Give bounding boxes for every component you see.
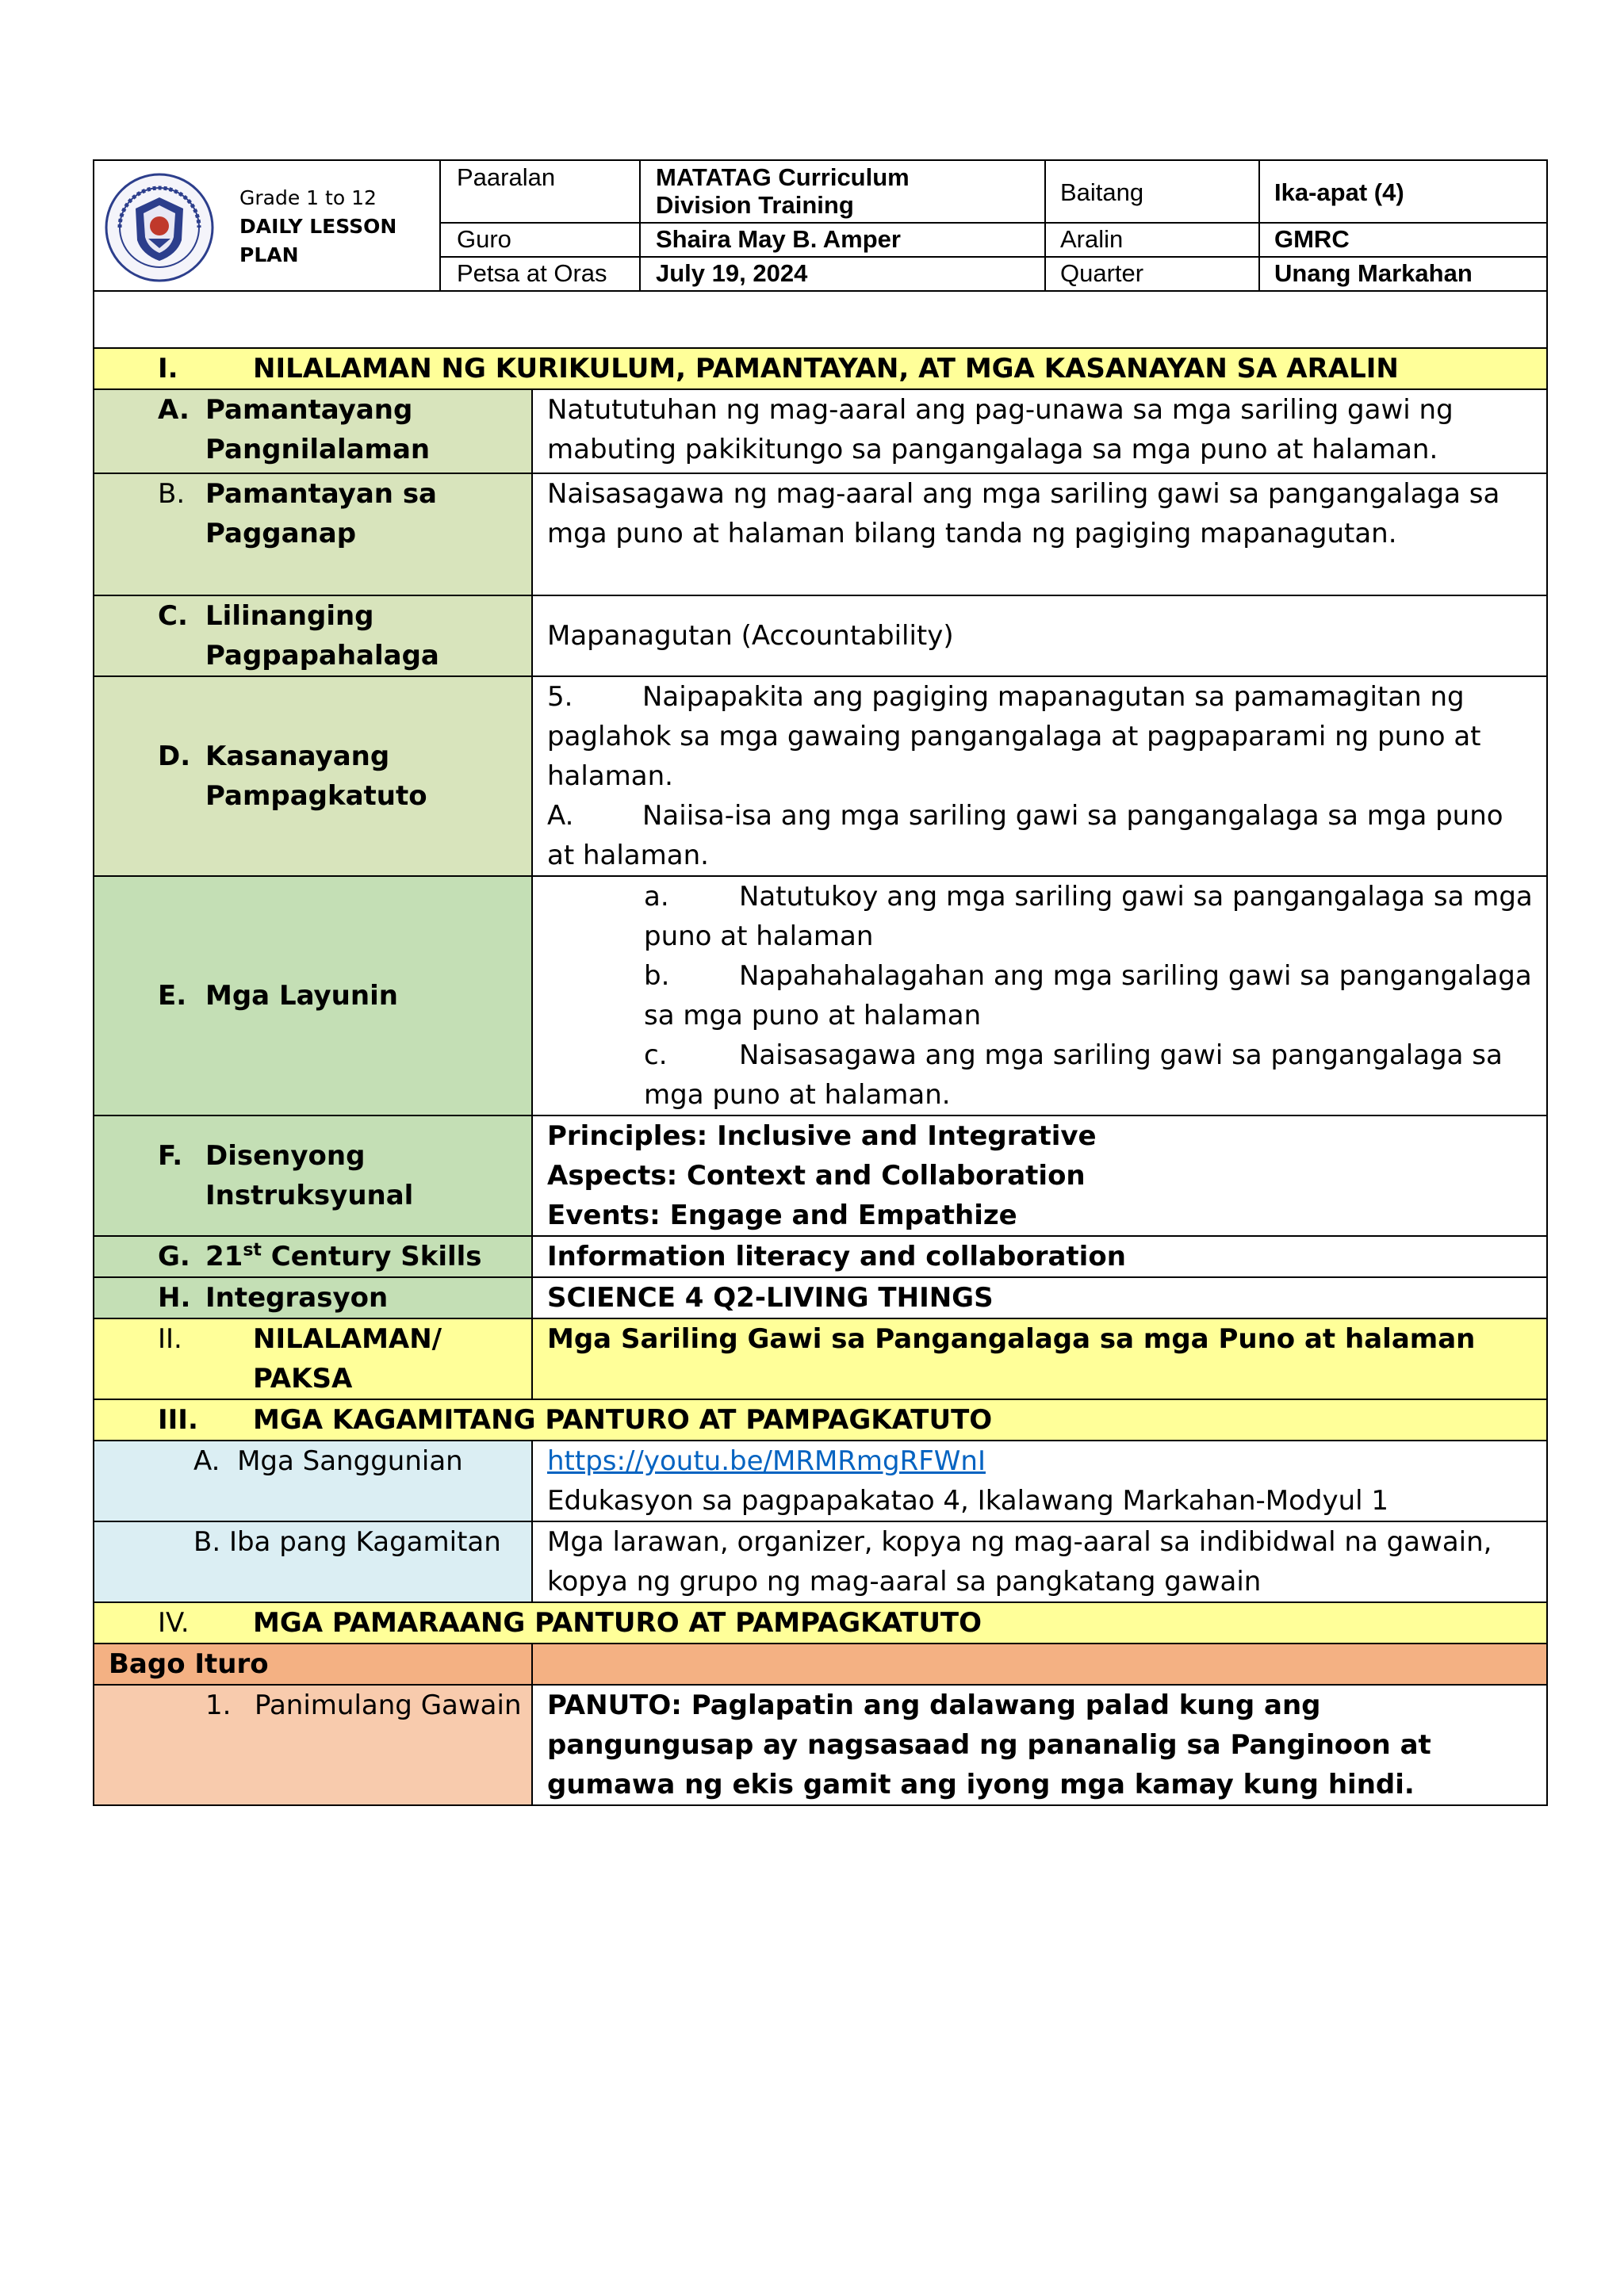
row-h-label-cell (94, 1277, 532, 1318)
reference-module-text: Edukasyon sa pagpapakatao 4, Ikalawang Markahan-Modyul 1 (547, 1485, 1389, 1517)
guro-value: Shaira May B. Amper (656, 225, 901, 253)
objective-c (533, 1035, 1546, 1115)
section-2-content-cell (532, 1318, 1547, 1399)
row-c-content-cell (532, 595, 1547, 676)
section-4-title-cell (94, 1602, 1547, 1644)
section-4-header (94, 1602, 1547, 1644)
section-marker: IV. (158, 1607, 190, 1639)
quarter-label: Quarter (1060, 259, 1144, 287)
row-a-content-cell (532, 389, 1547, 473)
row-d-label-1: Kasanayang (205, 740, 390, 772)
principles-line: Principles: Inclusive and Integrative (547, 1120, 1097, 1152)
section-1-title-cell (94, 348, 1547, 389)
spacer-row (94, 291, 1547, 348)
sanggunian-row (94, 1441, 1547, 1521)
header-divider (439, 161, 441, 290)
header-divider (441, 256, 1546, 258)
row-b-label-cell (94, 473, 532, 595)
plan-line-2: PLAN (239, 243, 299, 266)
sanggunian-label-cell (94, 1441, 532, 1521)
daily-lesson-plan-label (239, 184, 396, 270)
row-d-content-cell (532, 676, 1547, 876)
section-1-title: NILALAMAN NG KURIKULUM, PAMANTAYAN, AT MGA KASANAYAN SA ARALIN (253, 353, 1399, 385)
section-marker: II. (158, 1323, 182, 1355)
header-table (93, 159, 1548, 292)
paaralan-label: Paaralan (457, 163, 556, 191)
kagamitan-content: Mga larawan, organizer, kopya ng mag-aaral sa indibidwal na gawain, kopya ng grupo ng mag-aaral sa pangkatang gawain (547, 1526, 1492, 1598)
row-e-label: Mga Layunin (205, 980, 398, 1012)
objective-b (533, 956, 1546, 1035)
row-g-content: Information literacy and collaboration (547, 1241, 1126, 1272)
objective-text: Natutukoy ang mga sariling gawi sa pangangalaga sa mga puno at halaman (644, 881, 1533, 952)
events-line: Events: Engage and Empathize (547, 1200, 1017, 1231)
panuto-text: PANUTO: Paglapatin ang dalawang palad kung ang pangungusap ay nagsasaad ng pananalig sa Panginoon at gumawa ng ekis gamit ang iyong mga kamay kung hindi. (547, 1689, 1431, 1800)
guro-label: Guro (457, 225, 511, 253)
row-a-label-2: Pangnilalaman (205, 434, 431, 465)
row-b-content: Naisasagawa ng mag-aaral ang mga sariling gawi sa pangangalaga sa mga puno at halaman bilang tanda ng pagiging mapanagutan. (547, 478, 1500, 549)
row-g (94, 1236, 1547, 1277)
iba-pang-kagamitan-row (94, 1521, 1547, 1602)
row-b-content-cell (532, 473, 1547, 595)
section-2-label-cell (94, 1318, 532, 1399)
row-c-label-1: Lilinanging (205, 600, 374, 632)
competency-marker: A. (547, 800, 574, 832)
paaralan-value-line1: MATATAG Curriculum (656, 163, 910, 191)
section-2-label-1: NILALAMAN/ (253, 1323, 442, 1355)
petsa-label: Petsa at Oras (457, 259, 607, 287)
row-f-content-cell (532, 1115, 1547, 1236)
row-e (94, 876, 1547, 1115)
bago-ituro-label: Bago Ituro (109, 1648, 269, 1680)
paaralan-value-line2: Division Training (656, 191, 854, 219)
row-c-content: Mapanagutan (Accountability) (547, 620, 954, 652)
header-divider (1258, 161, 1260, 290)
row-d-label-2: Pampagkatuto (205, 780, 427, 812)
reference-video-link[interactable]: https://youtu.be/MRMRmgRFWnI (547, 1445, 986, 1477)
section-2-content: Mga Sariling Gawi sa Pangangalaga sa mga Puno at halaman (547, 1323, 1476, 1355)
kagamitan-label: B. Iba pang Kagamitan (193, 1526, 501, 1558)
empty-cell (94, 291, 1547, 348)
section-marker: I. (158, 353, 178, 385)
section-3-title: MGA KAGAMITANG PANTURO AT PAMPAGKATUTO (253, 1404, 993, 1436)
row-h-content-cell (532, 1277, 1547, 1318)
objective-text: Naisasagawa ang mga sariling gawi sa pangangalaga sa mga puno at halaman. (644, 1039, 1503, 1111)
row-marker: C. (158, 600, 188, 632)
competency-item (547, 677, 1534, 796)
row-e-content-cell (532, 876, 1547, 1115)
panimulang-gawain-content-cell (532, 1685, 1547, 1805)
row-marker: H. (158, 1282, 191, 1314)
kagamitan-label-cell (94, 1521, 532, 1602)
label-rest: Century Skills (261, 1241, 482, 1272)
header-divider (1044, 161, 1046, 290)
row-f (94, 1115, 1547, 1236)
aspects-line: Aspects: Context and Collaboration (547, 1160, 1086, 1192)
competency-text: Naipapakita ang pagiging mapanagutan sa pamamagitan ng paglahok sa mga gawaing pangangalaga at pagpaparami ng puno at halaman. (547, 681, 1481, 792)
row-c-label-2: Pagpapahalaga (205, 640, 439, 672)
bago-ituro-cell (94, 1644, 532, 1685)
panimulang-gawain-label-cell (94, 1685, 532, 1805)
row-a-content: Natututuhan ng mag-aaral ang pag-unawa sa mga sariling gawi ng mabuting pakikitungo sa pangangalaga sa mga puno at halaman. (547, 394, 1454, 465)
row-marker: F. (158, 1140, 183, 1172)
row-f-label-2: Instruksyunal (205, 1180, 414, 1211)
row-d (94, 676, 1547, 876)
grade-range: Grade 1 to 12 (239, 186, 377, 209)
section-3-title-cell (94, 1399, 1547, 1441)
logo-cell (94, 161, 441, 290)
label-number: 21 (205, 1241, 243, 1272)
row-d-label-cell (94, 676, 532, 876)
competency-marker: 5. (547, 681, 573, 713)
row-g-label-cell (94, 1236, 532, 1277)
aralin-label: Aralin (1060, 225, 1124, 253)
header-divider (639, 161, 641, 290)
row-marker: D. (158, 740, 191, 772)
competency-text: Naiisa-isa ang mga sariling gawi sa pangangalaga sa mga puno at halaman. (547, 800, 1503, 871)
section-4-title: MGA PAMARAANG PANTURO AT PAMPAGKATUTO (253, 1607, 982, 1639)
row-c (94, 595, 1547, 676)
section-2-label-2: PAKSA (253, 1363, 353, 1395)
row-h-label: Integrasyon (205, 1282, 389, 1314)
row-b (94, 473, 1547, 595)
baitang-label: Baitang (1060, 178, 1144, 206)
row-marker: E. (158, 980, 187, 1012)
row-a-label-cell (94, 389, 532, 473)
row-b-label-1: Pamantayan sa (205, 478, 438, 510)
objective-marker: b. (644, 960, 670, 992)
label-superscript: st (243, 1240, 262, 1261)
section-marker: III. (158, 1404, 198, 1436)
deped-seal-icon (104, 172, 215, 283)
objective-marker: a. (644, 881, 669, 913)
quarter-value: Unang Markahan (1274, 259, 1473, 287)
row-e-label-cell (94, 876, 532, 1115)
header-divider (441, 222, 1546, 224)
competency-item (547, 796, 1534, 875)
row-h-content: SCIENCE 4 Q2-LIVING THINGS (547, 1282, 994, 1314)
row-marker: A. (158, 394, 190, 426)
row-f-label-1: Disenyong (205, 1140, 366, 1172)
row-a (94, 389, 1547, 473)
bago-ituro-empty-cell (532, 1644, 1547, 1685)
baitang-value: Ika-apat (4) (1274, 178, 1404, 206)
panimulang-gawain-row (94, 1685, 1547, 1805)
section-1-header (94, 348, 1547, 389)
row-f-label-cell (94, 1115, 532, 1236)
sanggunian-label: A. Mga Sanggunian (193, 1445, 463, 1477)
row-g-content-cell (532, 1236, 1547, 1277)
row-g-label (205, 1237, 482, 1276)
objective-marker: c. (644, 1039, 668, 1071)
section-3-header (94, 1399, 1547, 1441)
petsa-value: July 19, 2024 (656, 259, 808, 287)
section-2-row (94, 1318, 1547, 1399)
plan-line-1: DAILY LESSON (239, 215, 397, 238)
panimulang-gawain-label: Panimulang Gawain (255, 1689, 522, 1721)
aralin-value: GMRC (1274, 225, 1350, 253)
row-b-label-2: Pagganap (205, 518, 357, 549)
bago-ituro-row (94, 1644, 1547, 1685)
row-h (94, 1277, 1547, 1318)
objective-a (533, 877, 1546, 956)
objective-text: Napahahalagahan ang mga sariling gawi sa pangangalaga sa mga puno at halaman (644, 960, 1532, 1031)
row-marker: G. (158, 1241, 190, 1272)
sanggunian-content-cell (532, 1441, 1547, 1521)
lesson-plan-table (93, 290, 1548, 1806)
kagamitan-content-cell (532, 1521, 1547, 1602)
row-marker: B. (158, 478, 186, 510)
row-c-label-cell (94, 595, 532, 676)
item-marker: 1. (205, 1689, 232, 1721)
row-a-label-1: Pamantayang (205, 394, 413, 426)
